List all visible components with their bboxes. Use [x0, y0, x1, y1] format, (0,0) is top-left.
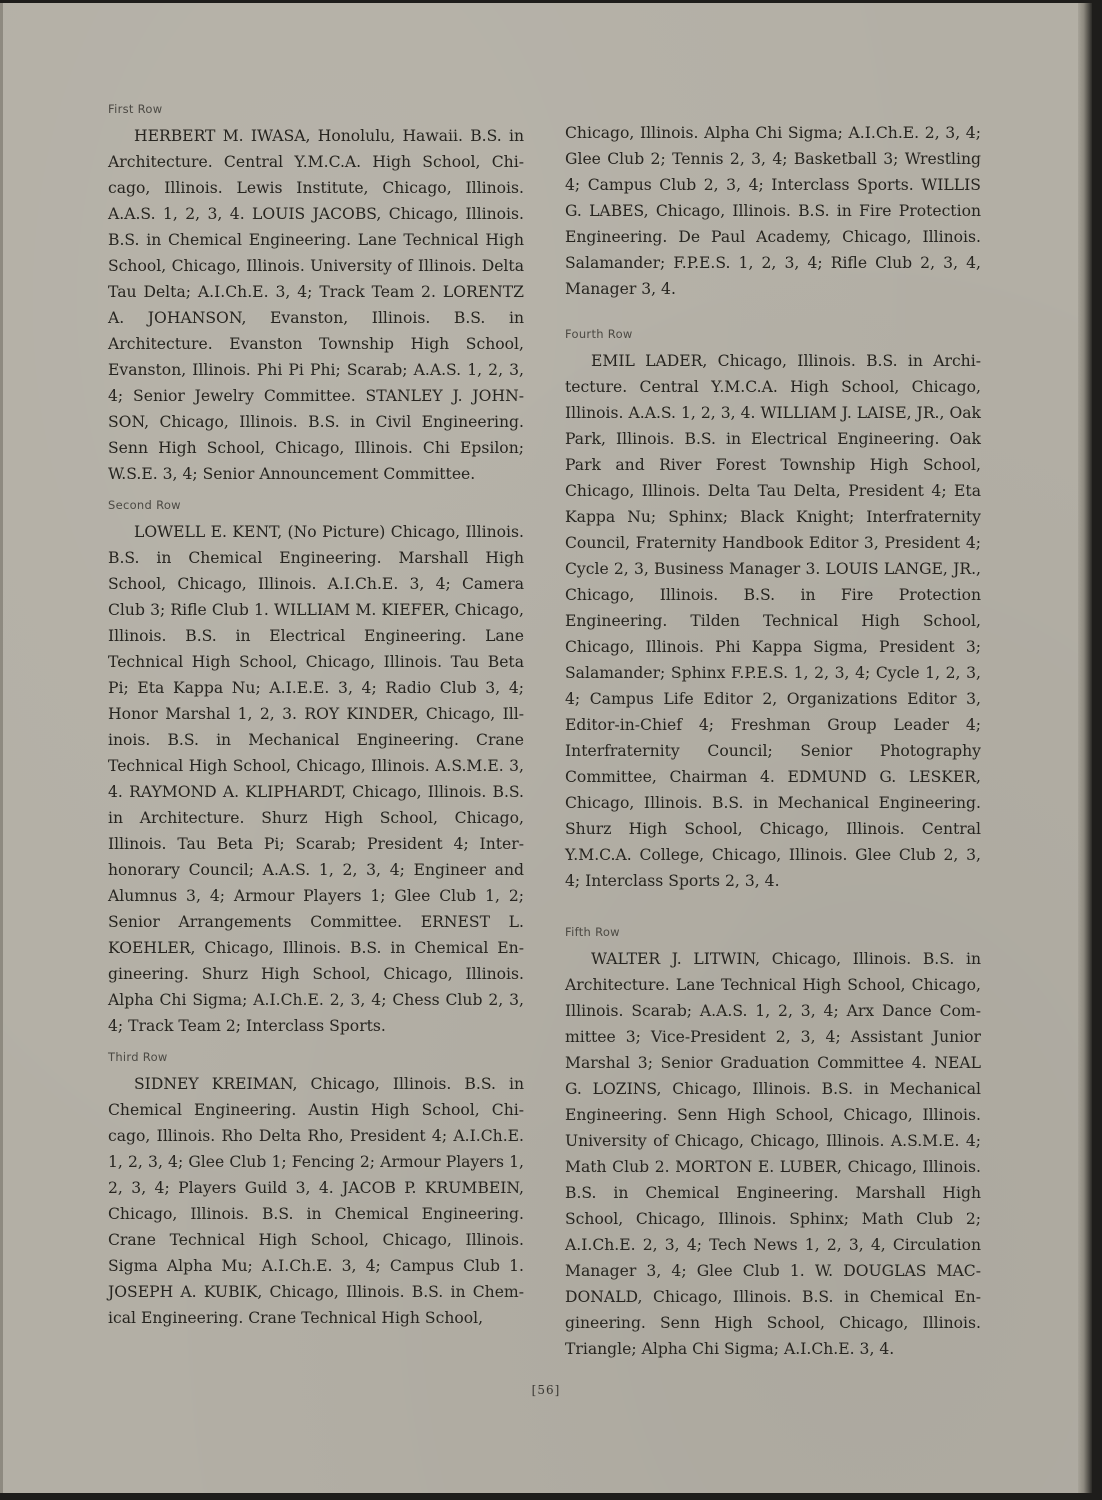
biography-continuation: Chicago, Illinois. Alpha Chi Sigma; A.I.Ch.E. 2, 3, 4; Glee Club 2; Tennis 2, 3, 4; Basketball 3; Wrestling 4; Campus Club 2, 3, 4; Interclass Sports. WILLIS G. LABES, Chicago, Illinois. B.S. in Fire Protection Engineering. De Paul Academy, Chicago, Illinois. Salamander; F.P.E.S. 1, 2, 3, 4; Rifle Club 2, 3, 4, Manager 3, 4.	[565, 124, 981, 298]
left-column	[108, 101, 524, 1341]
page-number: [56]	[531, 1383, 561, 1397]
section-fifth-row	[565, 924, 981, 1362]
biography-paragraph: WALTER J. LITWIN, Chicago, Illinois. B.S. in Architecture. Lane Technical High School, Chicago, Illinois. Scarab; A.A.S. 1, 2, 3, 4; Arx Dance Committee 3; Vice-President 2, 3, 4; Assistant Junior Marshal 3; Senior Graduation Committee 4. NEAL G. LOZINS, Chicago, Illinois. B.S. in Mechanical Engineering. Senn High School, Chicago, Illinois. University of Chicago, Chicago, Illinois. A.S.M.E. 4; Math Club 2. MORTON E. LUBER, Chicago, Illinois. B.S. in Chemical Engineering. Marshall High School, Chicago, Illinois. Sphinx; Math Club 2; A.I.Ch.E. 2, 3, 4; Tech News 1, 2, 3, 4, Circulation Manager 3, 4; Glee Club 1. W. DOUGLAS MACDONALD, Chicago, Illinois. B.S. in Chemical Engineering. Senn High School, Chicago, Illinois. Triangle; Alpha Chi Sigma; A.I.Ch.E. 3, 4.	[565, 950, 981, 1358]
page-binding-edge	[1078, 3, 1092, 1493]
row-label: Second Row	[108, 498, 181, 512]
section-third-row	[108, 1049, 524, 1331]
row-label: Third Row	[108, 1050, 168, 1064]
biography-paragraph: LOWELL E. KENT, (No Picture) Chicago, Illinois. B.S. in Chemical Engineering. Marshall High School, Chicago, Illinois. A.I.Ch.E. 3, 4; Camera Club 3; Rifle Club 1. WILLIAM M. KIEFER, Chicago, Illinois. B.S. in Electrical Engineering. Lane Technical High School, Chicago, Illinois. Tau Beta Pi; Eta Kappa Nu; A.I.E.E. 3, 4; Radio Club 3, 4; Honor Marshal 1, 2, 3. ROY KINDER, Chicago, Illinois. B.S. in Mechanical Engineering. Crane Technical High School, Chicago, Illinois. A.S.M.E. 3, 4. RAYMOND A. KLIPHARDT, Chicago, Illinois. B.S. in Architecture. Shurz High School, Chicago, Illinois. Tau Beta Pi; Scarab; President 4; Interhonorary Council; A.A.S. 1, 2, 3, 4; Engineer and Alumnus 3, 4; Armour Players 1; Glee Club 1, 2; Senior Arrangements Committee. ERNEST L. KOEHLER, Chicago, Illinois. B.S. in Chemical Engineering. Shurz High School, Chicago, Illinois. Alpha Chi Sigma; A.I.Ch.E. 2, 3, 4; Chess Club 2, 3, 4; Track Team 2; Interclass Sports.	[108, 523, 524, 1035]
section-first-row	[108, 101, 524, 487]
right-column	[565, 120, 981, 1372]
section-fourth-row	[565, 326, 981, 894]
yearbook-page	[0, 3, 1092, 1493]
biography-paragraph: SIDNEY KREIMAN, Chicago, Illinois. B.S. in Chemical Engineering. Austin High School, Chicago, Illinois. Rho Delta Rho, President 4; A.I.Ch.E. 1, 2, 3, 4; Glee Club 1; Fencing 2; Armour Players 1, 2, 3, 4; Players Guild 3, 4. JACOB P. KRUMBEIN, Chicago, Illinois. B.S. in Chemical Engineering. Crane Technical High School, Chicago, Illinois. Sigma Alpha Mu; A.I.Ch.E. 3, 4; Campus Club 1. JOSEPH A. KUBIK, Chicago, Illinois. B.S. in Chemical Engineering. Crane Technical High School,	[108, 1075, 524, 1327]
row-label: Fourth Row	[565, 327, 633, 341]
row-label: Fifth Row	[565, 925, 620, 939]
page-left-edge	[0, 3, 3, 1493]
row-label: First Row	[108, 102, 163, 116]
biography-paragraph: HERBERT M. IWASA, Honolulu, Hawaii. B.S. in Architecture. Central Y.M.C.A. High School, Chicago, Illinois. Lewis Institute, Chicago, Illinois. A.A.S. 1, 2, 3, 4. LOUIS JACOBS, Chicago, Illinois. B.S. in Chemical Engineering. Lane Technical High School, Chicago, Illinois. University of Illinois. Delta Tau Delta; A.I.Ch.E. 3, 4; Track Team 2. LORENTZ A. JOHANSON, Evanston, Illinois. B.S. in Architecture. Evanston Township High School, Evanston, Illinois. Phi Pi Phi; Scarab; A.A.S. 1, 2, 3, 4; Senior Jewelry Committee. STANLEY J. JOHNSON, Chicago, Illinois. B.S. in Civil Engineering. Senn High School, Chicago, Illinois. Chi Epsilon; W.S.E. 3, 4; Senior Announcement Committee.	[108, 127, 524, 483]
biography-paragraph: EMIL LADER, Chicago, Illinois. B.S. in Architecture. Central Y.M.C.A. High School, Chicago, Illinois. A.A.S. 1, 2, 3, 4. WILLIAM J. LAISE, JR., Oak Park, Illinois. B.S. in Electrical Engineering. Oak Park and River Forest Township High School, Chicago, Illinois. Delta Tau Delta, President 4; Eta Kappa Nu; Sphinx; Black Knight; Interfraternity Council, Fraternity Handbook Editor 3, President 4; Cycle 2, 3, Business Manager 3. LOUIS LANGE, JR., Chicago, Illinois. B.S. in Fire Protection Engineering. Tilden Technical High School, Chicago, Illinois. Phi Kappa Sigma, President 3; Salamander; Sphinx F.P.E.S. 1, 2, 3, 4; Cycle 1, 2, 3, 4; Campus Life Editor 2, Organizations Editor 3, Editor-in-Chief 4; Freshman Group Leader 4; Interfraternity Council; Senior Photography Committee, Chairman 4. EDMUND G. LESKER, Chicago, Illinois. B.S. in Mechanical Engineering. Shurz High School, Chicago, Illinois. Central Y.M.C.A. College, Chicago, Illinois. Glee Club 2, 3, 4; Interclass Sports 2, 3, 4.	[565, 352, 981, 890]
section-second-row	[108, 497, 524, 1039]
section-third-row-continued	[565, 120, 981, 302]
